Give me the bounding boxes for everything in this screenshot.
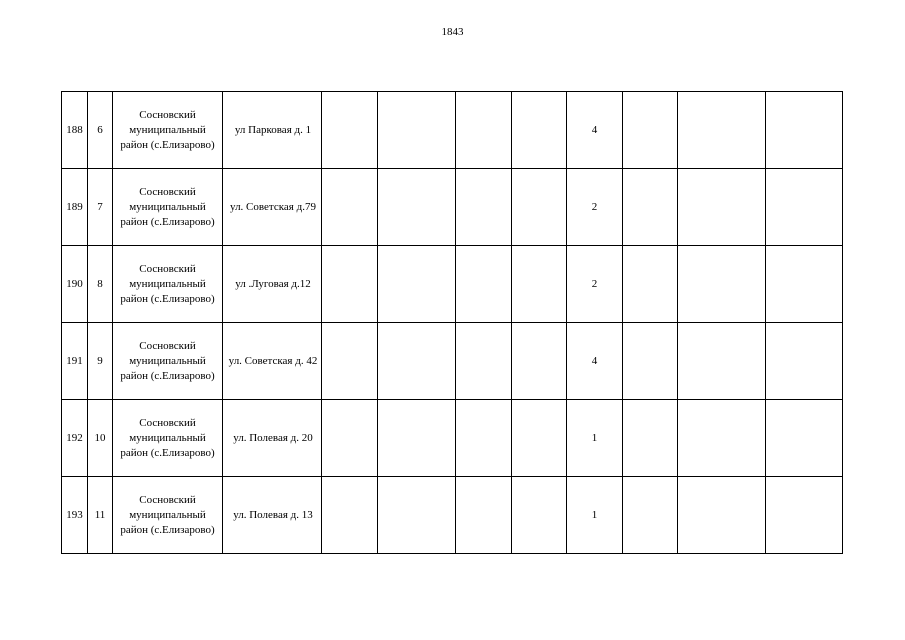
empty-cell <box>456 323 512 400</box>
empty-cell <box>378 477 456 554</box>
row-number-cell: 192 <box>62 400 88 477</box>
empty-cell <box>456 169 512 246</box>
count-cell: 2 <box>567 169 623 246</box>
empty-cell <box>766 246 843 323</box>
district-cell: Сосновский муниципальный район (с.Елизарово) <box>113 169 223 246</box>
count-cell: 4 <box>567 323 623 400</box>
row-number-cell: 191 <box>62 323 88 400</box>
empty-cell <box>766 323 843 400</box>
empty-cell <box>766 477 843 554</box>
district-cell: Сосновский муниципальный район (с.Елизарово) <box>113 477 223 554</box>
table-row <box>62 169 843 246</box>
address-cell: ул. Полевая д. 13 <box>223 477 322 554</box>
empty-cell <box>378 400 456 477</box>
district-cell: Сосновский муниципальный район (с.Елизарово) <box>113 400 223 477</box>
empty-cell <box>766 169 843 246</box>
empty-cell <box>678 400 766 477</box>
empty-cell <box>623 92 678 169</box>
row-number-cell: 193 <box>62 477 88 554</box>
table-row <box>62 477 843 554</box>
empty-cell <box>512 246 567 323</box>
empty-cell <box>322 477 378 554</box>
sub-number-cell: 10 <box>88 400 113 477</box>
page-number: 1843 <box>441 26 464 38</box>
table-row <box>62 323 843 400</box>
empty-cell <box>512 92 567 169</box>
address-cell: ул. Полевая д. 20 <box>223 400 322 477</box>
empty-cell <box>678 323 766 400</box>
empty-cell <box>378 169 456 246</box>
count-cell: 2 <box>567 246 623 323</box>
table-row <box>62 246 843 323</box>
empty-cell <box>512 477 567 554</box>
register-table <box>61 91 843 554</box>
empty-cell <box>456 246 512 323</box>
empty-cell <box>766 400 843 477</box>
empty-cell <box>378 246 456 323</box>
district-cell: Сосновский муниципальный район (с.Елизарово) <box>113 323 223 400</box>
district-cell: Сосновский муниципальный район (с.Елизарово) <box>113 92 223 169</box>
district-cell: Сосновский муниципальный район (с.Елизарово) <box>113 246 223 323</box>
empty-cell <box>378 92 456 169</box>
empty-cell <box>766 92 843 169</box>
empty-cell <box>623 477 678 554</box>
empty-cell <box>322 92 378 169</box>
sub-number-cell: 6 <box>88 92 113 169</box>
empty-cell <box>678 92 766 169</box>
empty-cell <box>623 169 678 246</box>
empty-cell <box>322 169 378 246</box>
empty-cell <box>322 246 378 323</box>
address-cell: ул .Луговая д.12 <box>223 246 322 323</box>
address-cell: ул Парковая д. 1 <box>223 92 322 169</box>
table-row <box>62 400 843 477</box>
sub-number-cell: 11 <box>88 477 113 554</box>
count-cell: 4 <box>567 92 623 169</box>
empty-cell <box>623 400 678 477</box>
row-number-cell: 189 <box>62 169 88 246</box>
empty-cell <box>512 323 567 400</box>
empty-cell <box>512 169 567 246</box>
address-cell: ул. Советская д. 42 <box>223 323 322 400</box>
row-number-cell: 190 <box>62 246 88 323</box>
empty-cell <box>456 92 512 169</box>
empty-cell <box>456 400 512 477</box>
empty-cell <box>678 169 766 246</box>
sub-number-cell: 9 <box>88 323 113 400</box>
empty-cell <box>678 246 766 323</box>
count-cell: 1 <box>567 477 623 554</box>
empty-cell <box>678 477 766 554</box>
table-row <box>62 92 843 169</box>
empty-cell <box>322 400 378 477</box>
empty-cell <box>378 323 456 400</box>
empty-cell <box>456 477 512 554</box>
count-cell: 1 <box>567 400 623 477</box>
empty-cell <box>322 323 378 400</box>
empty-cell <box>623 246 678 323</box>
empty-cell <box>623 323 678 400</box>
address-cell: ул. Советская д.79 <box>223 169 322 246</box>
sub-number-cell: 7 <box>88 169 113 246</box>
row-number-cell: 188 <box>62 92 88 169</box>
empty-cell <box>512 400 567 477</box>
sub-number-cell: 8 <box>88 246 113 323</box>
